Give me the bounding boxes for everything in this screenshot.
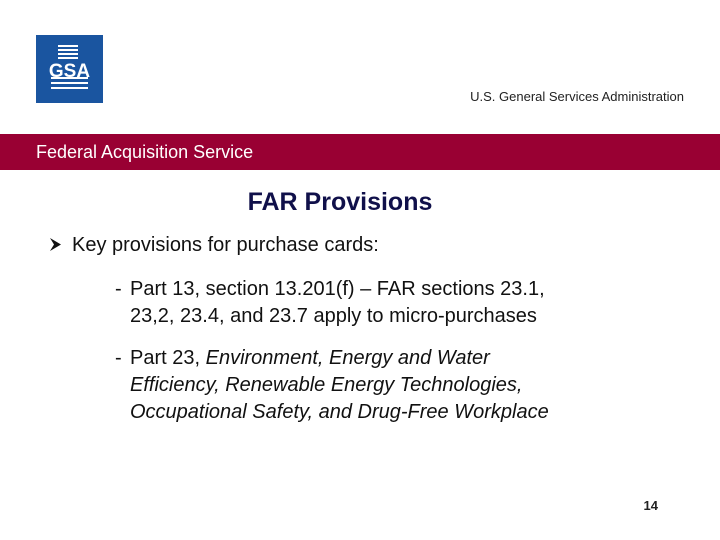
- logo-text: GSA: [48, 61, 91, 82]
- sub-item-line: Occupational Safety, and Drug-Free Workplace: [130, 401, 549, 423]
- sub-item-line: Efficiency, Renewable Energy Technologies,: [130, 374, 523, 396]
- sub-item-prefix: Part 23,: [130, 347, 206, 369]
- bullet-item: [48, 234, 379, 257]
- gsa-logo-icon: [36, 35, 103, 103]
- organization-name: U.S. General Services Administration: [470, 89, 684, 104]
- sub-item-line: 23,2, 23.4, and 23.7 apply to micro-purchases: [130, 305, 537, 327]
- arrow-bullet-icon: [48, 234, 72, 257]
- header-band: [0, 134, 720, 170]
- sub-item-line: Part 13, section 13.201(f) – FAR sections 23.1,: [130, 278, 545, 300]
- slide-title: FAR Provisions: [247, 188, 433, 216]
- bullet-text: Key provisions for purchase cards:: [72, 234, 379, 256]
- sub-item-part-13: [115, 276, 545, 330]
- gsa-logo: [36, 35, 103, 103]
- sub-item-part-23: [115, 345, 549, 426]
- dash: -: [115, 347, 122, 369]
- sub-item-italic: Environment, Energy and Water: [205, 347, 490, 369]
- page-number: 14: [643, 498, 658, 513]
- band-title: Federal Acquisition Service: [36, 142, 254, 162]
- dash: -: [115, 278, 122, 300]
